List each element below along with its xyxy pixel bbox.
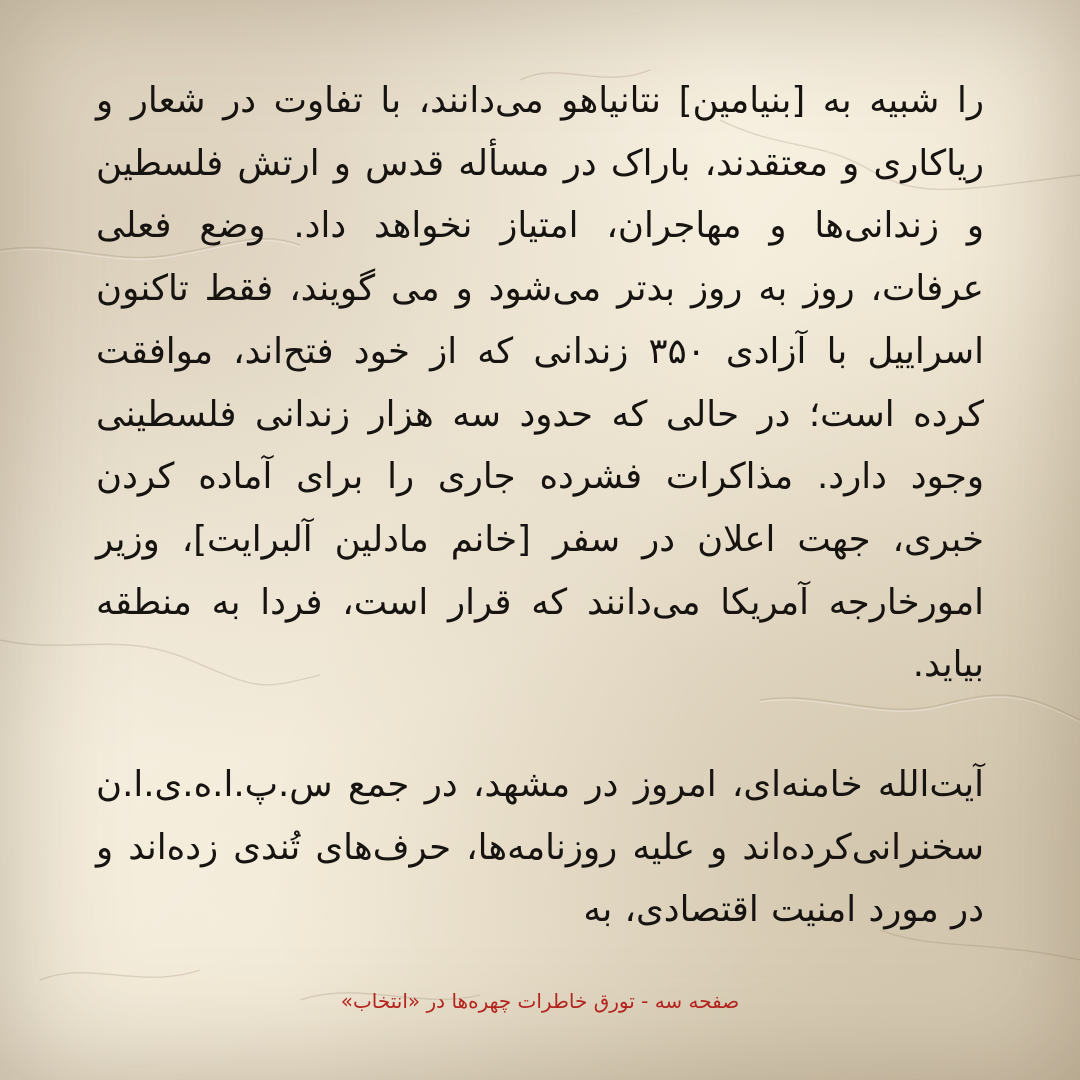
body-paragraph: آیت‌الله خامنه‌ای، امروز در مشهد، در جمع س.پ.ا.ه.ی.ا.ن سخنرانی‌کرده‌اند و علیه روزنامه‌ها، حرف‌های تُندی زده‌اند و در مورد امنیت اقتصادی، به [96,764,984,931]
body-paragraph: را شبیه به [بنیامین] نتانیاهو می‌دانند، با تفاوت در شعار و ریاکاری و معتقدند، باراک در مسأله قدس و ارتش فلسطین و زندانی‌ها و مهاجران، امتیاز نخواهد داد. وضع فعلی عرفات، روز به روز بدتر می‌شود و می گویند، فقط تاکنون اسراییل با آزادی ۳۵۰ زندانی که از خود فتح‌اند، موافقت کرده است؛ در حالی که حدود سه هزار زندانی فلسطینی وجود دارد. مذاکرات فشرده جاری را برای آماده کردن خبری، جهت اعلان در سفر [خانم مادلین آلبرایت]، وزیر امورخارجه آمریکا می‌دانند که قرار است، فردا به منطقه بیاید. [96,80,984,686]
footer-caption: صفحه سه - تورق خاطرات چهره‌ها در «انتخاب» [340,989,740,1013]
document-page [96,70,984,942]
